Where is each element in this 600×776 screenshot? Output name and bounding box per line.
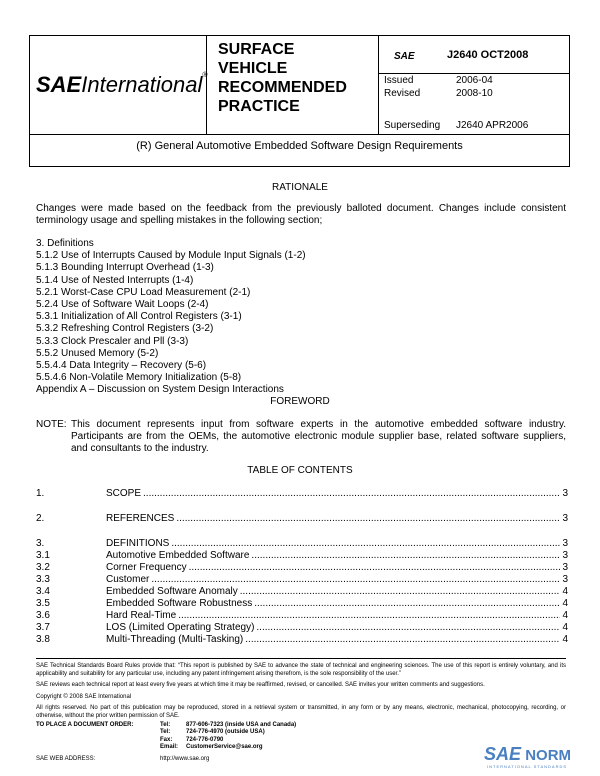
board-rules-text: SAE Technical Standards Board Rules provide that: “This report is published by SAE to advance the state of technical and engineering sciences. The use of this report is entirely voluntary, and its applicability and suitability for any particular use, including any patent infringement arising therefrom, is the sole responsibility of the user.” bbox=[36, 663, 566, 677]
footer-divider bbox=[36, 658, 566, 659]
watermark-subtitle: INTERNATIONAL STANDARDS bbox=[487, 764, 568, 769]
document-subject: (R) General Automotive Embedded Software Design Requirements bbox=[136, 140, 463, 152]
order-label: TO PLACE A DOCUMENT ORDER: bbox=[36, 722, 134, 728]
issued-label: Issued bbox=[384, 75, 414, 86]
rights-text: All rights reserved. No part of this publication may be reproduced, stored in a retrieval system or transmitted, in any form or by any means, electronic, mechanical, photocopying, recording, or otherwise, without the prior written permission of SAE. bbox=[36, 705, 566, 719]
superseding-value: J2640 APR2006 bbox=[456, 120, 529, 131]
list-item: 5.5.4.4 Data Integrity – Recovery (5-6) bbox=[36, 360, 207, 372]
note-text: This document represents input from software experts in the automotive embedded software industry. Participants are from the OEMs, the automotive electronic module supplier base, related software suppliers, and consultants to the industry. bbox=[71, 419, 566, 454]
document-type-title: SURFACE VEHICLE RECOMMENDED PRACTICE bbox=[218, 41, 347, 115]
rationale-heading: RATIONALE bbox=[272, 182, 328, 193]
issued-value: 2006-04 bbox=[456, 75, 493, 86]
superseding-label: Superseding bbox=[384, 120, 441, 131]
sae-norm-watermark: SAE NORM bbox=[484, 744, 572, 764]
divider bbox=[30, 134, 569, 135]
web-link[interactable]: http://www.sae.org bbox=[160, 756, 210, 762]
divider bbox=[378, 36, 379, 134]
toc-entry[interactable]: 3. DEFINITIONS ..... 3 bbox=[36, 538, 568, 550]
rationale-change-list bbox=[36, 238, 306, 397]
foreword-heading: FOREWORD bbox=[270, 396, 330, 407]
list-item: 5.5.4.6 Non-Volatile Memory Initialization (5-8) bbox=[36, 372, 242, 384]
toc-entry[interactable]: 3.1 Automotive Embedded Software ..... 3 bbox=[36, 550, 568, 562]
divider bbox=[378, 73, 570, 74]
list-item: 5.1.4 Use of Nested Interrupts (1-4) bbox=[36, 274, 194, 286]
list-item: 5.3.1 Initialization of All Control Registers (3-1) bbox=[36, 311, 242, 323]
revised-label: Revised bbox=[384, 88, 421, 99]
toc-entry[interactable]: 3.8 Multi-Threading (Multi-Tasking) ..... 4 bbox=[36, 634, 568, 646]
list-item: 5.2.1 Worst-Case CPU Load Measurement (2-1) bbox=[36, 286, 251, 298]
toc-heading: TABLE OF CONTENTS bbox=[247, 465, 353, 476]
sae-mini-logo: SAE bbox=[394, 51, 415, 62]
document-number: J2640 OCT2008 bbox=[447, 49, 529, 61]
list-item: 5.5.2 Unused Memory (5-2) bbox=[36, 347, 159, 359]
toc-entry[interactable]: 3.3 Customer ..... 3 bbox=[36, 574, 568, 586]
list-item: 5.1.2 Use of Interrupts Caused by Module Input Signals (1-2) bbox=[36, 250, 306, 262]
toc-entry[interactable]: 3.6 Hard Real-Time ..... 4 bbox=[36, 610, 568, 622]
rationale-paragraph: Changes were made based on the feedback from the previously balloted document. Changes include consistent terminology usage and spelling mistakes in the following section; bbox=[36, 203, 566, 226]
list-item: 5.3.2 Refreshing Control Registers (3-2) bbox=[36, 323, 214, 335]
order-values: 877-606-7323 (inside USA and Canada) 724-776-4970 (outside USA) 724-776-0790 CustomerService@sae.org bbox=[186, 722, 297, 751]
copyright-text: Copyright © 2008 SAE International bbox=[36, 694, 132, 700]
review-text: SAE reviews each technical report at least every five years at which time it may be reaffirmed, revised, or cancelled. SAE invites your written comments and suggestions. bbox=[36, 682, 485, 688]
toc-entry[interactable]: 3.7 LOS (Limited Operating Strategy) ..... 4 bbox=[36, 622, 568, 634]
list-item: 3. Definitions bbox=[36, 238, 94, 249]
list-item: 5.1.3 Bounding Interrupt Overhead (1-3) bbox=[36, 262, 214, 274]
order-contacts: Tel: Tel: Fax: Email: bbox=[160, 722, 179, 751]
toc-entry[interactable]: 3.2 Corner Frequency ..... 3 bbox=[36, 562, 568, 574]
toc-entry[interactable]: 3.4 Embedded Software Anomaly ..... 4 bbox=[36, 586, 568, 598]
list-item: 5.3.3 Clock Prescaler and Pll (3-3) bbox=[36, 335, 189, 347]
toc-entry[interactable]: 2. REFERENCES ..... 3 bbox=[36, 513, 568, 525]
web-label: SAE WEB ADDRESS: bbox=[36, 756, 96, 762]
toc-entry[interactable]: 1. SCOPE ..... 3 bbox=[36, 488, 568, 500]
list-item: 5.2.4 Use of Software Wait Loops (2-4) bbox=[36, 299, 209, 311]
revised-value: 2008-10 bbox=[456, 88, 493, 99]
list-item: Appendix A – Discussion on System Design Interactions bbox=[36, 384, 284, 396]
sae-international-logo: SAEInternational® bbox=[36, 72, 208, 97]
email-link[interactable]: CustomerService@sae.org bbox=[186, 744, 263, 751]
note-label: NOTE: bbox=[36, 419, 67, 430]
toc-entry[interactable]: 3.5 Embedded Software Robustness ..... 4 bbox=[36, 598, 568, 610]
